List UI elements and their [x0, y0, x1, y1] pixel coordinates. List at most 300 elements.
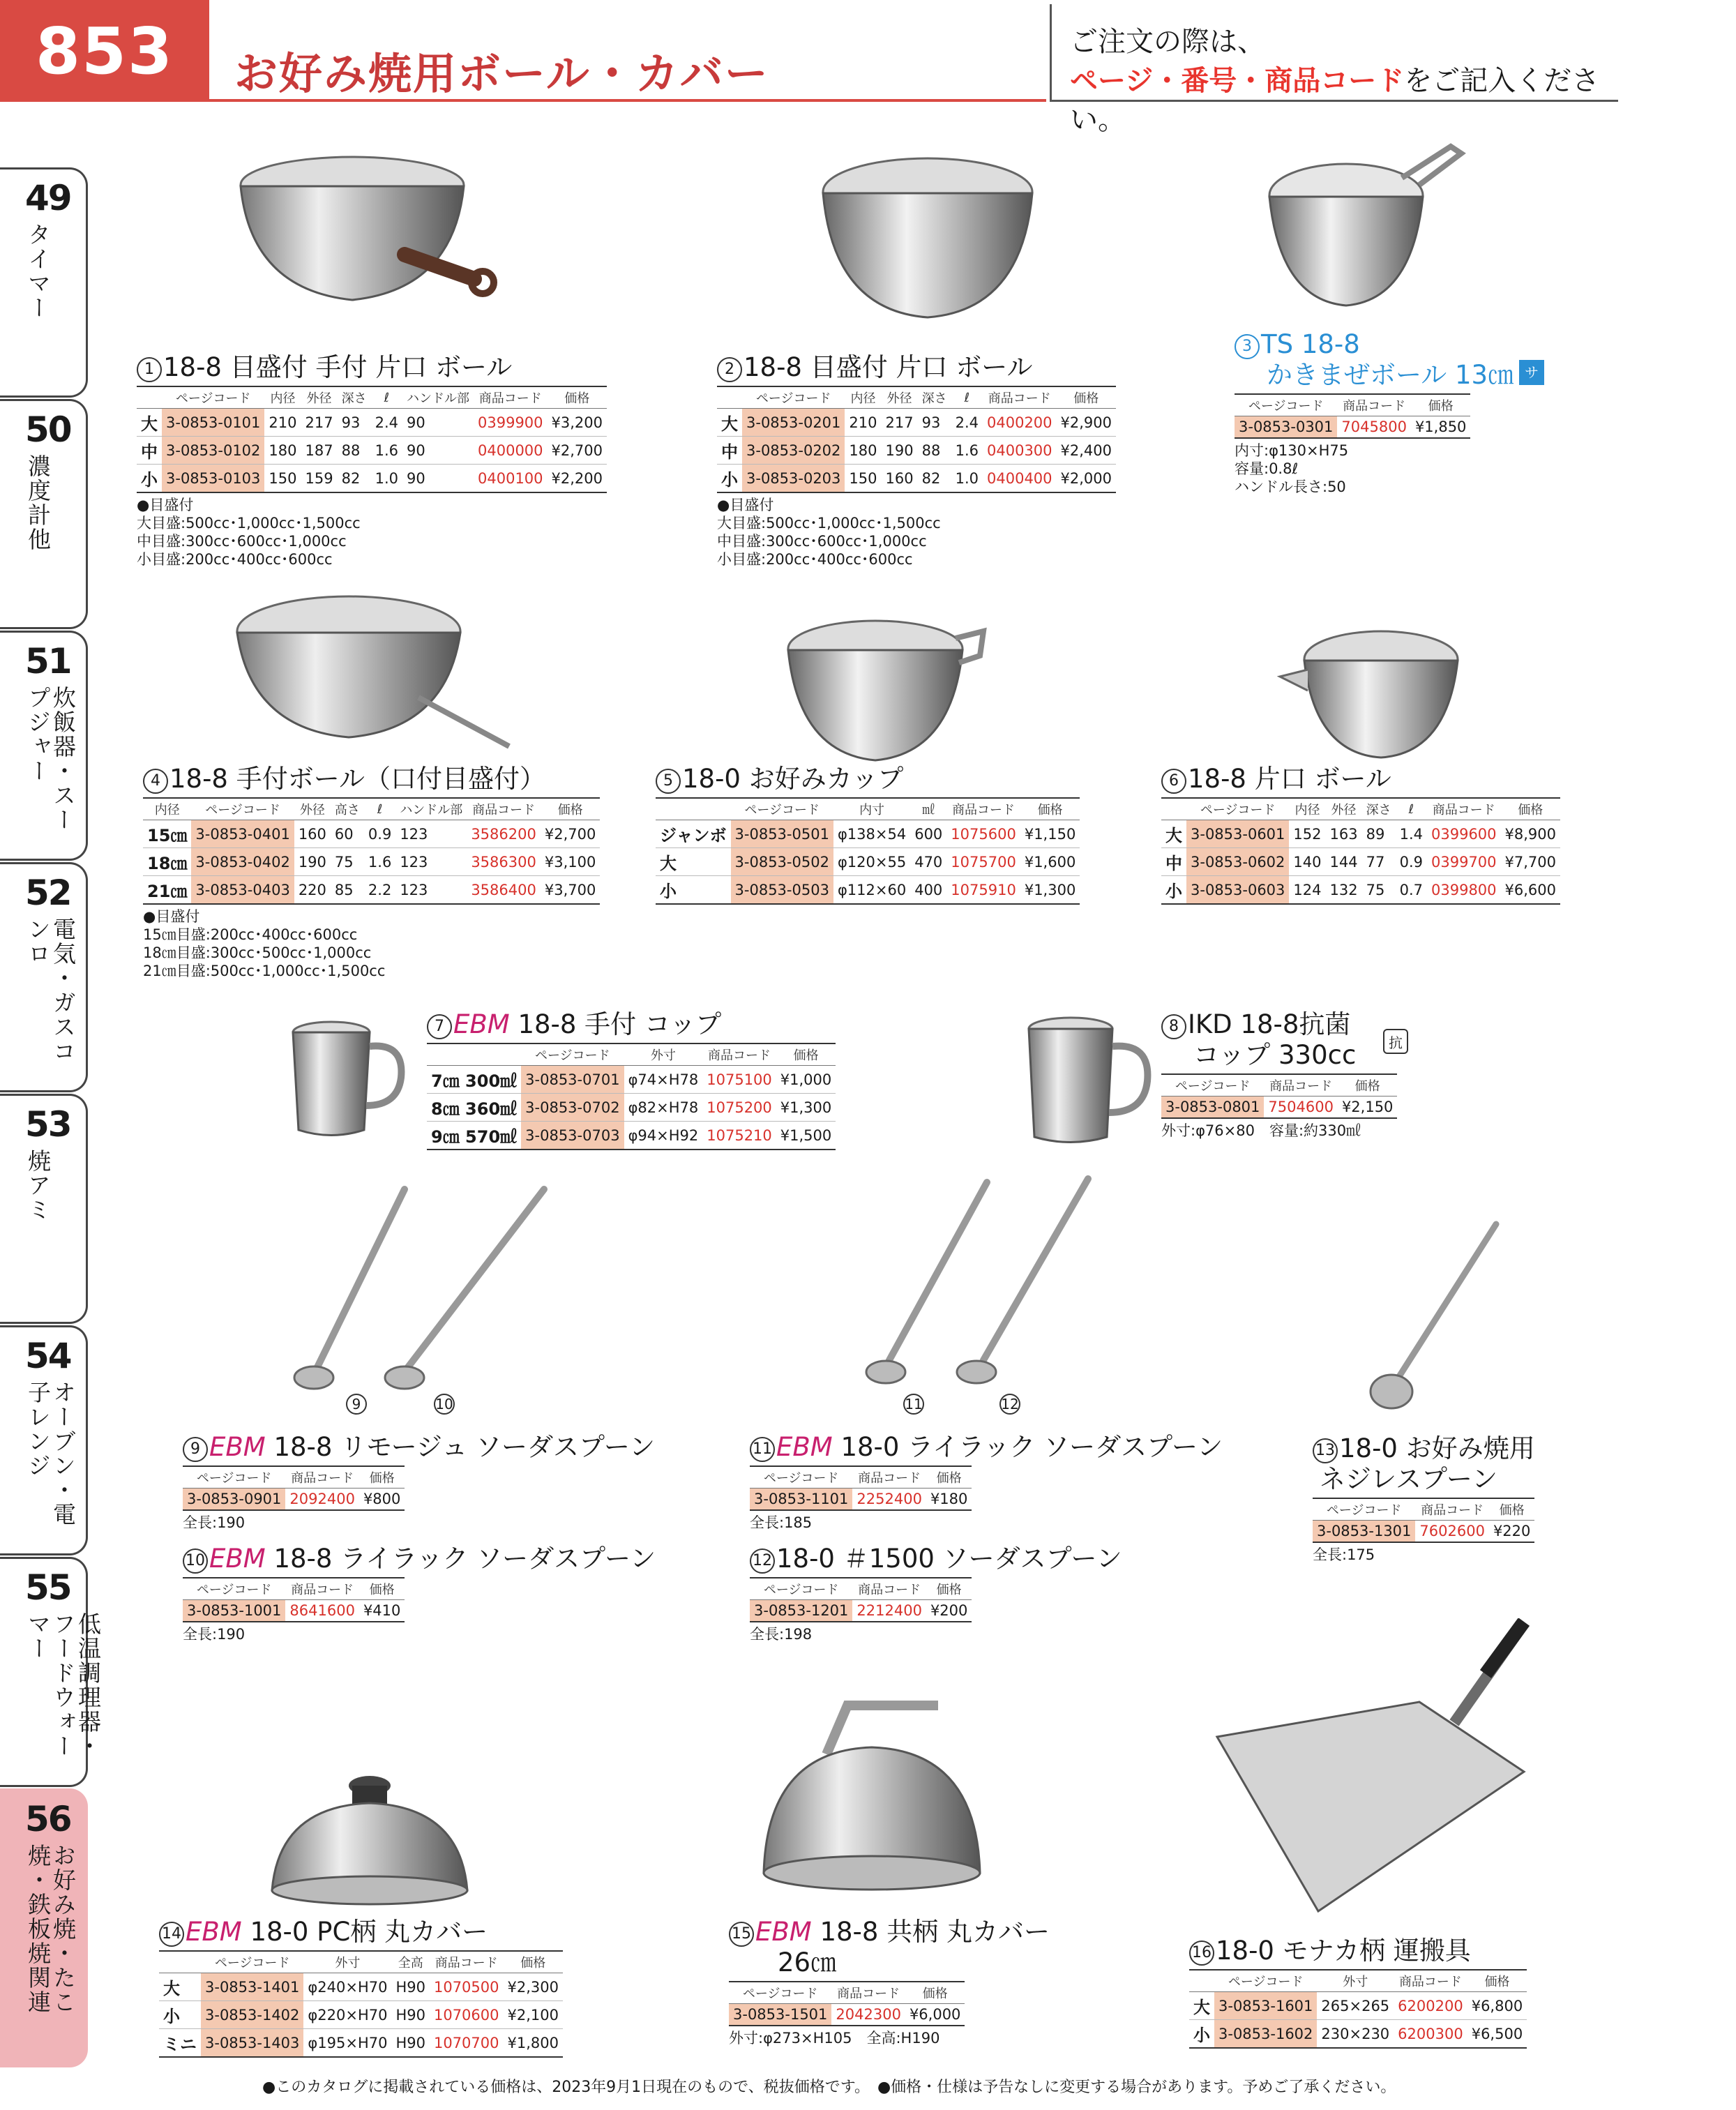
product-table [1189, 1969, 1527, 2049]
product-notes [729, 2029, 1050, 2047]
product-7 [427, 1009, 836, 1150]
product-notes [717, 496, 1116, 568]
col-header: 価格 [776, 1043, 836, 1066]
col-header: ページコード [183, 1466, 285, 1489]
cell: 0.9 [1396, 848, 1427, 876]
price: ¥2,400 [1057, 437, 1116, 465]
spoon-label-11: 11 [903, 1394, 924, 1415]
col-header: 商品コード [285, 1578, 359, 1600]
product-code: 0399800 [1427, 876, 1501, 905]
price: ¥6,500 [1467, 2020, 1527, 2049]
order-notice [1050, 4, 1618, 136]
col-header: ページコード [201, 1951, 303, 1973]
cell: φ138×54 [833, 820, 910, 848]
page-code: 3-0853-0701 [521, 1066, 624, 1094]
product-code: 0399600 [1427, 820, 1501, 848]
soda-spoons-11-12-image [847, 1175, 1119, 1392]
col-header: 商品コード [1264, 1074, 1338, 1097]
product-name: 18-8 目盛付 手付 片口 ボール [163, 352, 513, 382]
table-row [137, 465, 607, 493]
cell: 187 [301, 437, 338, 465]
size-cell: 小 [1189, 2020, 1214, 2049]
page-code: 3-0853-1301 [1313, 1521, 1415, 1542]
tab-label: オーブン・電子レンジ [24, 1380, 77, 1527]
handled-spouted-bowl-image [223, 150, 516, 338]
size-cell: ミニ [159, 2029, 201, 2058]
price: ¥410 [359, 1600, 405, 1622]
product-code: 6200300 [1394, 2020, 1467, 2049]
page-code: 3-0853-1402 [201, 2001, 303, 2029]
table-row [1161, 820, 1560, 848]
cell: 60 [331, 820, 364, 848]
page-code: 3-0853-0603 [1186, 876, 1289, 905]
col-header: 商品コード [1427, 798, 1501, 820]
col-header: 内径 [1289, 798, 1325, 820]
cell: 600 [910, 820, 946, 848]
product-notes [1161, 1122, 1397, 1140]
price: ¥1,300 [776, 1094, 836, 1122]
product-12 [750, 1544, 1122, 1643]
product-code: 2042300 [831, 2004, 905, 2026]
size-cell: 大 [1161, 820, 1186, 848]
product-code: 7045800 [1337, 416, 1411, 438]
product-name-line1: 18-0 お好み焼用 [1339, 1433, 1535, 1463]
cell: 1.0 [951, 465, 983, 493]
cell: φ112×60 [833, 876, 910, 905]
table-row [1189, 2020, 1527, 2049]
price: ¥2,900 [1057, 409, 1116, 437]
cell: 210 [845, 409, 881, 437]
product-title [717, 352, 1116, 383]
page-code: 3-0853-0502 [731, 848, 833, 876]
product-number: 8 [1161, 1014, 1186, 1039]
col-header: 商品コード [831, 1982, 905, 2004]
col-header: 商品コード [285, 1466, 359, 1489]
tab-number: 56 [25, 1799, 71, 1839]
product-title [183, 1544, 656, 1574]
note: 中目盛:300cc･600cc･1,000cc [137, 533, 347, 550]
col-header: ページコード [729, 1982, 831, 2004]
table-row [729, 2004, 965, 2026]
antibacterial-icon: 抗 [1383, 1029, 1408, 1054]
col-header: 価格 [1489, 1498, 1534, 1521]
one-piece-handle-cover-image [757, 1691, 987, 1901]
cell: 75 [1362, 876, 1396, 905]
mixing-bowl-image [1262, 140, 1472, 314]
cell: 93 [918, 409, 951, 437]
col-header: ページコード [191, 798, 294, 820]
col-header: 価格 [548, 386, 607, 409]
price: ¥2,700 [548, 437, 607, 465]
size-cell: 中 [1161, 848, 1186, 876]
note: ハンドル長さ:50 [1235, 478, 1346, 495]
cell: 123 [395, 876, 467, 905]
col-header: 価格 [926, 1466, 972, 1489]
col-header: ページコード [1161, 1074, 1264, 1097]
product-code: 6200200 [1394, 1992, 1467, 2020]
price: ¥1,150 [1020, 820, 1080, 848]
product-code: 1070600 [430, 2001, 504, 2029]
price: ¥1,850 [1411, 416, 1470, 438]
col-header: ℓ [371, 386, 402, 409]
pc-handle-cover-image [265, 1758, 488, 1911]
cell: φ94×H92 [624, 1122, 703, 1150]
product-name: 18-0 お好みカップ [682, 764, 904, 794]
price: ¥6,600 [1501, 876, 1560, 905]
cell: φ195×H70 [303, 2029, 391, 2058]
product-code: 2212400 [852, 1600, 926, 1622]
note: 大目盛:500cc･1,000cc･1,500cc [717, 515, 941, 532]
product-number: 14 [159, 1922, 184, 1947]
note: 全長:190 [183, 1514, 246, 1531]
product-14 [159, 1917, 563, 2058]
page-code: 3-0853-0202 [742, 437, 845, 465]
table-row [1235, 416, 1470, 438]
cell: 265×265 [1317, 1992, 1394, 2020]
page-code: 3-0853-0103 [162, 465, 264, 493]
cell: 1.0 [371, 465, 402, 493]
product-title [750, 1544, 1122, 1574]
size-cell: 大 [656, 848, 731, 876]
product-number: 4 [143, 769, 168, 794]
cell: 90 [402, 437, 474, 465]
cell: 89 [1362, 820, 1396, 848]
size-cell: 小 [1161, 876, 1186, 905]
col-header: ℓ [364, 798, 395, 820]
cell: 1.6 [371, 437, 402, 465]
tab-label: 低温調理器・フードウォーマー [24, 1612, 102, 1758]
col-header: ℓ [951, 386, 983, 409]
table-header [750, 1578, 972, 1600]
product-title [656, 764, 1080, 794]
tab-53[interactable] [0, 1094, 88, 1324]
page-code: 3-0853-0501 [731, 820, 833, 848]
product-number: 3 [1235, 334, 1260, 359]
product-title [1235, 329, 1544, 360]
cell: 160 [882, 465, 918, 493]
product-code: 0399700 [1427, 848, 1501, 876]
cell: 152 [1289, 820, 1325, 848]
product-table [1313, 1498, 1534, 1543]
col-header: 内径 [845, 386, 881, 409]
col-header: ページコード [521, 1043, 624, 1066]
cell: H90 [391, 2029, 430, 2058]
footer-note: ●このカタログに掲載されている価格は、2023年9月1日現在のもので、税抜価格です。 ●価格・仕様は予告なしに変更する場合があります。予めご了承ください。 [262, 2079, 1396, 2096]
price: ¥1,800 [504, 2029, 563, 2058]
note: 全長:185 [750, 1514, 813, 1531]
cell: 140 [1289, 848, 1325, 876]
product-code: 0399900 [474, 409, 548, 437]
product-code: 0400100 [474, 465, 548, 493]
note: 容量:0.8ℓ [1235, 460, 1299, 477]
page-number: 853 [0, 0, 209, 102]
table-row [1313, 1521, 1534, 1542]
product-name-line1: IKD 18-8抗菌 [1188, 1009, 1351, 1039]
table-row [750, 1600, 972, 1622]
product-3 [1235, 329, 1544, 496]
page-code: 3-0853-1001 [183, 1600, 285, 1622]
product-16 [1189, 1936, 1527, 2049]
table-header [183, 1578, 405, 1600]
product-notes [183, 1514, 655, 1532]
table-row [159, 1973, 563, 2001]
page-code: 3-0853-1602 [1214, 2020, 1317, 2049]
note: ●目盛付 [137, 497, 194, 513]
page-code: 3-0853-1401 [201, 1973, 303, 2001]
col-header: 商品コード [852, 1578, 926, 1600]
product-name: 18-8 手付 コップ [518, 1009, 722, 1039]
col-header: 価格 [1467, 1970, 1527, 1992]
note: 全長:190 [183, 1625, 246, 1643]
price: ¥8,900 [1501, 820, 1560, 848]
cell: 77 [1362, 848, 1396, 876]
cell: 2.2 [364, 876, 395, 905]
product-title [183, 1432, 655, 1463]
tab-51[interactable] [0, 631, 88, 861]
cell: 132 [1326, 876, 1362, 905]
col-header: 外寸 [624, 1043, 703, 1066]
col-header: ハンドル部 [395, 798, 467, 820]
cell: 190 [294, 848, 331, 876]
product-code: 1075600 [946, 820, 1020, 848]
col-header: ページコード [731, 798, 833, 820]
cell: 93 [338, 409, 371, 437]
col-header [1161, 798, 1186, 820]
tab-52[interactable] [0, 862, 88, 1092]
page-code: 3-0853-0403 [191, 876, 294, 905]
cell: 144 [1326, 848, 1362, 876]
table-row [750, 1489, 972, 1510]
brand-name: EBM [755, 1917, 812, 1947]
size-cell: 大 [1189, 1992, 1214, 2020]
product-title-line2: ネジレスプーン [1320, 1464, 1498, 1494]
col-header: 価格 [359, 1466, 405, 1489]
tab-56-active[interactable] [0, 1788, 88, 2067]
price: ¥1,600 [1020, 848, 1080, 876]
product-code: 1070700 [430, 2029, 504, 2058]
product-table [750, 1465, 972, 1511]
price: ¥6,800 [1467, 1992, 1527, 2020]
product-13 [1313, 1433, 1535, 1564]
product-title [750, 1432, 1223, 1463]
product-8 [1161, 1009, 1397, 1140]
product-notes [1235, 442, 1544, 496]
product-code: 1075700 [946, 848, 1020, 876]
product-number: 16 [1189, 1941, 1214, 1966]
product-name: 18-0 PC柄 丸カバー [250, 1917, 488, 1947]
size-cell: 9㎝ 570㎖ [427, 1122, 521, 1150]
service-icon: サ [1519, 360, 1544, 385]
price: ¥2,300 [504, 1973, 563, 2001]
table-row [143, 820, 600, 848]
cell: 470 [910, 848, 946, 876]
brand-name: EBM [209, 1432, 266, 1462]
cell: 210 [264, 409, 301, 437]
col-header: 外寸 [303, 1951, 391, 1973]
cell: 230×230 [1317, 2020, 1394, 2049]
product-code: 0400000 [474, 437, 548, 465]
size-cell: 7㎝ 300㎖ [427, 1066, 521, 1094]
size-cell: 中 [717, 437, 742, 465]
cell: 75 [331, 848, 364, 876]
cell: 217 [882, 409, 918, 437]
product-title [1189, 1936, 1527, 1966]
product-number: 12 [750, 1548, 775, 1574]
product-name: 18-0 ＃1500 ソーダスプーン [776, 1544, 1122, 1574]
table-header [159, 1951, 563, 1973]
page-code: 3-0853-0503 [731, 876, 833, 905]
col-header: 外径 [294, 798, 331, 820]
product-table [183, 1465, 405, 1511]
col-header: 外径 [301, 386, 338, 409]
table-row [1189, 1992, 1527, 2020]
notice-line1: ご注文の際は、 [1070, 26, 1265, 58]
tab-number: 55 [25, 1567, 71, 1608]
product-10 [183, 1544, 656, 1643]
page-code: 3-0853-0203 [742, 465, 845, 493]
product-code: 3586300 [467, 848, 541, 876]
table-row [143, 876, 600, 905]
col-header: 価格 [905, 1982, 965, 2004]
note: 15㎝目盛:200cc･400cc･600cc [143, 926, 358, 943]
product-table [427, 1043, 836, 1150]
table-row [427, 1066, 836, 1094]
col-header: 内寸 [833, 798, 910, 820]
product-code: 2092400 [285, 1489, 359, 1510]
page-code: 3-0853-0402 [191, 848, 294, 876]
cell: H90 [391, 1973, 430, 2001]
spoon-label-10: 10 [434, 1394, 455, 1415]
product-code: 1070500 [430, 1973, 504, 2001]
note: 18㎝目盛:300cc･500cc･1,000cc [143, 944, 372, 961]
page-code: 3-0853-0901 [183, 1489, 285, 1510]
price: ¥1,500 [776, 1122, 836, 1150]
table-row [143, 848, 600, 876]
col-header [1189, 1970, 1214, 1992]
cell: 190 [882, 437, 918, 465]
price: ¥180 [926, 1489, 972, 1510]
cell: 217 [301, 409, 338, 437]
cell: 150 [264, 465, 301, 493]
cell: φ220×H70 [303, 2001, 391, 2029]
note: 大目盛:500cc･1,000cc･1,500cc [137, 515, 361, 532]
size-cell: 大 [137, 409, 162, 437]
tab-number: 49 [25, 178, 71, 218]
ebm-cup-image [286, 1015, 412, 1140]
okonomi-cup-image [781, 614, 990, 767]
table-header [729, 1982, 965, 2004]
tab-label: 炊飯器・スープジャー [24, 686, 77, 832]
product-9 [183, 1432, 655, 1532]
product-name: 18-8 目盛付 片口 ボール [744, 352, 1033, 382]
price: ¥3,100 [541, 848, 600, 876]
product-code: 7602600 [1415, 1521, 1489, 1542]
note: 小目盛:200cc･400cc･600cc [137, 551, 333, 568]
brand-name: EBM [209, 1544, 266, 1574]
product-name-line1: TS 18-8 [1261, 329, 1360, 359]
col-header: 内径 [143, 798, 191, 820]
col-header [717, 386, 742, 409]
table-row [137, 437, 607, 465]
cell: 124 [1289, 876, 1325, 905]
handled-bowl-image [230, 589, 523, 757]
tab-55[interactable] [0, 1557, 102, 1787]
col-header: 外寸 [1317, 1970, 1394, 1992]
product-code: 7504600 [1264, 1097, 1338, 1118]
product-number: 13 [1313, 1438, 1338, 1463]
table-row [183, 1600, 405, 1622]
brand-name: EBM [453, 1009, 510, 1039]
product-table [750, 1577, 972, 1622]
tab-label: 電気・ガスコンロ [24, 917, 77, 1064]
monaka-carrier-image [1203, 1618, 1538, 1925]
col-header: 全高 [391, 1951, 430, 1973]
product-title [143, 764, 600, 794]
price: ¥200 [926, 1600, 972, 1622]
spoon-label-9: 9 [346, 1394, 367, 1415]
spouted-bowl-image [813, 150, 1043, 331]
product-name: 18-8 ライラック ソーダスプーン [273, 1544, 656, 1574]
table-row [1161, 1097, 1397, 1118]
product-number: 9 [183, 1437, 208, 1462]
cell: φ240×H70 [303, 1973, 391, 2001]
size-cell: 中 [137, 437, 162, 465]
table-row [1161, 876, 1560, 905]
page-code: 3-0853-0703 [521, 1122, 624, 1150]
product-name: 18-0 モナカ柄 運搬具 [1216, 1936, 1471, 1966]
cell: 1.6 [951, 437, 983, 465]
size-cell: 大 [159, 1973, 201, 2001]
tab-49[interactable] [0, 167, 88, 398]
product-2 [717, 352, 1116, 568]
price: ¥2,700 [541, 820, 600, 848]
col-header [159, 1951, 201, 1973]
note: 内寸:φ130×H75 [1235, 442, 1349, 459]
table-header [1235, 394, 1470, 416]
soda-spoons-9-10-image [286, 1182, 558, 1399]
cell: 159 [301, 465, 338, 493]
cell: φ74×H78 [624, 1066, 703, 1094]
note: 全長:175 [1313, 1546, 1375, 1563]
col-header: 深さ [918, 386, 951, 409]
cell: 1.4 [1396, 820, 1427, 848]
note: 外寸:φ273×H105 全高:H190 [729, 2029, 940, 2047]
product-code: 3586400 [467, 876, 541, 905]
page-code: 3-0853-1101 [750, 1489, 852, 1510]
product-number: 15 [729, 1922, 754, 1947]
size-cell: 小 [717, 465, 742, 493]
table-row [159, 2029, 563, 2058]
table-header [183, 1466, 405, 1489]
col-header: 商品コード [467, 798, 541, 820]
notice-rest: をご記入ください。 [1070, 65, 1600, 136]
product-name: 18-0 ライラック ソーダスプーン [840, 1432, 1223, 1462]
product-code: 0400400 [983, 465, 1057, 493]
tab-50[interactable] [0, 399, 88, 629]
product-table [183, 1577, 405, 1622]
product-code: 2252400 [852, 1489, 926, 1510]
tab-label: お好み焼・たこ焼・鉄板焼関連 [24, 1844, 77, 2014]
col-header: 商品コード [1337, 394, 1411, 416]
col-header: 商品コード [1394, 1970, 1467, 1992]
col-header: 外径 [1326, 798, 1362, 820]
product-table [656, 797, 1080, 905]
price: ¥220 [1489, 1521, 1534, 1542]
tab-54[interactable] [0, 1325, 88, 1555]
cell: 1.6 [364, 848, 395, 876]
cell: 0.9 [364, 820, 395, 848]
product-notes [183, 1625, 656, 1643]
